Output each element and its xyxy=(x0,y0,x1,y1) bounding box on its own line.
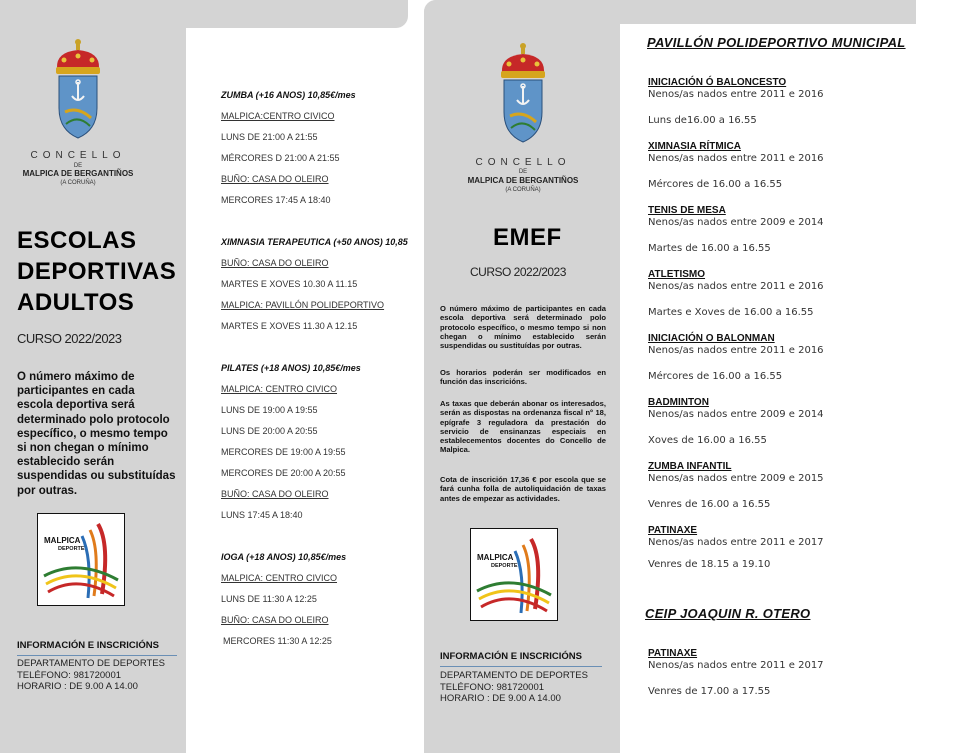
activity-name: INICIACIÓN O BALONMAN xyxy=(648,333,775,344)
venue-label: MALPICA: CENTRO CIVICO xyxy=(221,573,338,583)
activity-ages: Nenos/as nados entre 2011 e 2016 xyxy=(648,89,824,100)
schedule-line: MÉRCORES D 21:00 A 21:55 xyxy=(221,153,340,163)
title-line: DEPORTIVAS xyxy=(17,258,177,285)
notice-text: O número máximo de participantes en cada escola deportiva será determinado polo protocolo específico, o mesmo tempo si non chegan o mínimo establecido serán suspendidas ou substituídas por outras. xyxy=(17,371,176,497)
province-label: (A CORUÑA) xyxy=(505,187,541,193)
venue-label: BUÑO: CASA DO OLEIRO xyxy=(221,258,329,268)
concello-label: CONCELLO xyxy=(30,150,126,161)
activity-time: Venres de 18.15 a 19.10 xyxy=(648,559,771,570)
title-line: ESCOLAS xyxy=(17,227,137,254)
activity-name: XIMNASIA RÍTMICA xyxy=(648,141,741,152)
venue-label: MALPICA: PAVILLÓN POLIDEPORTIVO xyxy=(221,300,385,310)
venue-label: MALPICA: CENTRO CIVICO xyxy=(221,384,338,394)
activity-ages: Nenos/as nados entre 2011 e 2017 xyxy=(648,537,824,548)
schedule-line: MERCORES DE 20:00 A 20:55 xyxy=(221,468,346,478)
activity-time: Venres de 16.00 a 16.55 xyxy=(648,499,771,510)
municipality-name: MALPICA DE BERGANTIÑOS xyxy=(467,176,579,185)
schedule-line: MARTES E XOVES 11.30 A 12.15 xyxy=(221,321,358,331)
venue-label: BUÑO: CASA DO OLEIRO xyxy=(221,174,329,184)
de-label: DE xyxy=(518,169,528,175)
activity-ages: Nenos/as nados entre 2011 e 2017 xyxy=(648,660,824,671)
activity-name: PATINAXE xyxy=(648,525,698,536)
course-year: CURSO 2022/2023 xyxy=(17,331,122,346)
logo-title: MALPICA xyxy=(44,536,81,545)
activity-ages: Nenos/as nados entre 2011 e 2016 xyxy=(648,153,824,164)
children-schedule-panel xyxy=(620,24,960,753)
schedule-line: MERCORES DE 19:00 A 19:55 xyxy=(221,447,346,457)
schedule-line: LUNS DE 19:00 A 19:55 xyxy=(221,405,318,415)
activity-ages: Nenos/as nados entre 2011 e 2016 xyxy=(648,281,824,292)
activity-time: Mércores de 16.00 a 16.55 xyxy=(648,371,783,382)
logo-subtitle: DEPORTE xyxy=(58,546,85,552)
schedule-line: LUNS DE 20:00 A 20:55 xyxy=(221,426,318,436)
schedule-line: MARTES E XOVES 10.30 A 11.15 xyxy=(221,279,358,289)
de-label: DE xyxy=(73,163,83,169)
logo-swoosh-icon xyxy=(38,514,124,605)
activity-time: Venres de 17.00 a 17.55 xyxy=(648,686,771,697)
activity-heading: PILATES (+18 ANOS) 10,85€/mes xyxy=(221,363,361,373)
activity-heading: ZUMBA (+16 ANOS) 10,85€/mes xyxy=(221,90,356,100)
activity-name: BADMINTON xyxy=(648,397,709,408)
notice-schedules: Os horarios poderán ser modificados en función das inscricións. xyxy=(440,368,606,387)
venue-label: MALPICA:CENTRO CIVICO xyxy=(221,111,335,121)
course-year: CURSO 2022/2023 xyxy=(470,265,566,279)
schedule-line: LUNS 17:45 A 18:40 xyxy=(221,510,303,520)
municipality-name: MALPICA DE BERGANTIÑOS xyxy=(22,169,134,178)
emef-title: EMEF xyxy=(493,224,562,251)
info-heading: INFORMACIÓN E INSCRICIÓNS xyxy=(440,651,602,667)
activity-time: Mércores de 16.00 a 16.55 xyxy=(648,179,783,190)
notice-participants: O número máximo de participantes en cada escola deportiva será determinado polo protocolo específico, o mesmo tempo si non chegan o mínimo establecido serán suspendidas ou sustituídas por outras. xyxy=(440,304,606,351)
coat-of-arms-icon xyxy=(497,42,549,150)
notice-registration-fee: Cota de inscrición 17,36 € por escola que se fará cunha folla de autoliquidación de taxas antes de empezar as actividades. xyxy=(440,475,606,503)
province-label: (A CORUÑA) xyxy=(60,180,96,186)
activity-name: INICIACIÓN Ó BALONCESTO xyxy=(648,77,787,88)
logo-swoosh-icon xyxy=(471,529,557,620)
activity-ages: Nenos/as nados entre 2009 e 2014 xyxy=(648,217,824,228)
schedule-line: MERCORES 11:30 A 12:25 xyxy=(223,636,332,646)
contact-info: DEPARTAMENTO DE DEPORTES TELÉFONO: 981720001 HORARIO : DE 9.00 A 14.00 xyxy=(440,670,588,704)
logo-title: MALPICA xyxy=(477,553,514,562)
activity-name: ATLETISMO xyxy=(648,269,706,280)
concello-label: CONCELLO xyxy=(475,157,571,168)
activity-name: TENIS DE MESA xyxy=(648,205,726,216)
malpica-deporte-logo xyxy=(37,513,125,606)
activity-ages: Nenos/as nados entre 2009 e 2014 xyxy=(648,409,824,420)
schedule-line: MERCORES 17:45 A 18:40 xyxy=(221,195,331,205)
coat-of-arms-icon xyxy=(52,38,104,146)
malpica-deporte-logo xyxy=(470,528,558,621)
activity-time: Xoves de 16.00 a 16.55 xyxy=(648,435,767,446)
info-heading: INFORMACIÓN E INSCRICIÓNS xyxy=(17,640,177,656)
activity-heading: IOGA (+18 ANOS) 10,85€/mes xyxy=(221,552,347,562)
section-heading-school: CEIP JOAQUIN R. OTERO xyxy=(645,606,811,621)
section-heading-pavilion: PAVILLÓN POLIDEPORTIVO MUNICIPAL xyxy=(647,35,906,50)
contact-info: DEPARTAMENTO DE DEPORTES TELÉFONO: 981720001 HORARIO : DE 9.00 A 14.00 xyxy=(17,658,165,692)
venue-label: BUÑO: CASA DO OLEIRO xyxy=(221,489,329,499)
activity-heading: XIMNASIA TERAPEUTICA (+50 ANOS) 10,85 xyxy=(221,237,408,247)
activity-time: Luns de16.00 a 16.55 xyxy=(648,115,757,126)
activity-name: PATINAXE xyxy=(648,648,698,659)
page-title xyxy=(17,225,176,318)
activity-time: Martes de 16.00 a 16.55 xyxy=(648,243,771,254)
activity-ages: Nenos/as nados entre 2011 e 2016 xyxy=(648,345,824,356)
activity-time: Martes e Xoves de 16.00 a 16.55 xyxy=(648,307,814,318)
title-line: ADULTOS xyxy=(17,289,135,316)
venue-label: BUÑO: CASA DO OLEIRO xyxy=(221,615,329,625)
logo-subtitle: DEPORTE xyxy=(491,563,518,569)
activity-ages: Nenos/as nados entre 2009 e 2015 xyxy=(648,473,824,484)
schedule-line: LUNS DE 11:30 A 12:25 xyxy=(221,594,317,604)
schedule-line: LUNS DE 21:00 A 21:55 xyxy=(221,132,318,142)
activity-name: ZUMBA INFANTIL xyxy=(648,461,732,472)
notice-fees: As taxas que deberán abonar os interesados, serán as dispostas na ordenanza fiscal nº 18, epígrafe 3 reguladora da prestación do servicio de ensinanzas especiais en establecementos docentes do Concello de Malpica. xyxy=(440,399,606,455)
